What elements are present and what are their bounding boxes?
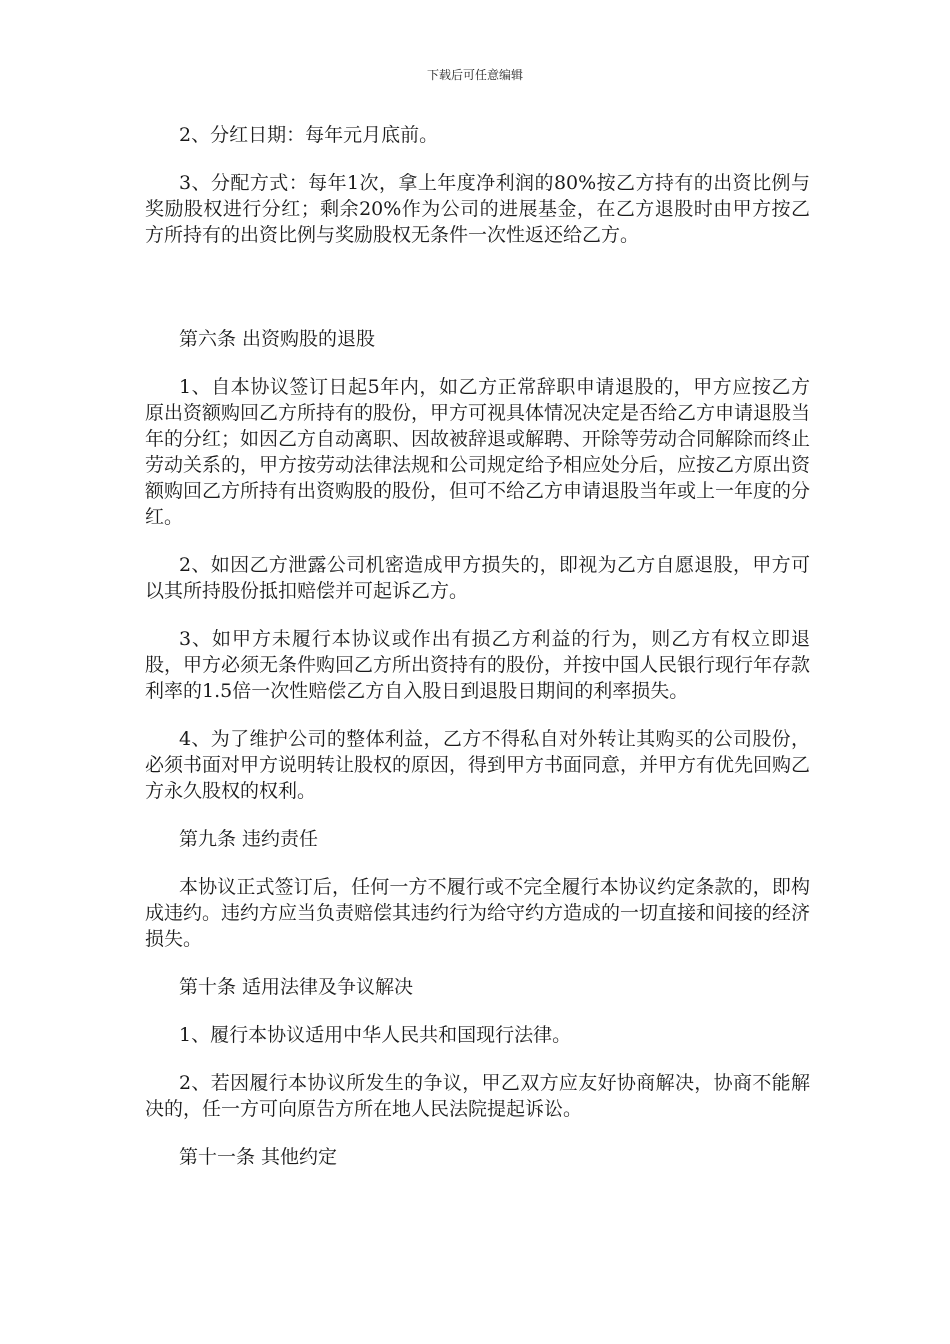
paragraph-article-6-clause-3: 3、如甲方未履行本协议或作出有损乙方利益的行为，则乙方有权立即退股，甲方必须无条件购回乙方所出资持有的股份，并按中国人民银行现行年存款利率的1.5倍一次性赔偿乙方自入股日到退股日期间的利率损失。 — [145, 628, 811, 702]
paragraph-distribution-method: 3、分配方式：每年1次，拿上年度净利润的80%按乙方持有的出资比例与奖励股权进行分红；剩余20%作为公司的进展基金，在乙方退股时由甲方按乙方所持有的出资比例与奖励股权无条件一次性返还给乙方。 — [145, 172, 810, 246]
heading-article-10: 第十条 适用法律及争议解决 — [179, 976, 414, 998]
paragraph-dividend-date: 2、分红日期：每年元月底前。 — [179, 124, 439, 146]
paragraph-article-6-clause-2: 2、如因乙方泄露公司机密造成甲方损失的，即视为乙方自愿退股，甲方可以其所持股份抵扣赔偿并可起诉乙方。 — [145, 554, 810, 602]
paragraph-article-10-clause-1: 1、履行本协议适用中华人民共和国现行法律。 — [179, 1024, 572, 1046]
paragraph-article-9: 本协议正式签订后，任何一方不履行或不完全履行本协议约定条款的，即构成违约。违约方应当负责赔偿其违约行为给守约方造成的一切直接和间接的经济损失。 — [145, 876, 811, 950]
heading-article-9: 第九条 违约责任 — [179, 828, 319, 850]
paragraph-article-6-clause-1: 1、自本协议签订日起5年内，如乙方正常辞职申请退股的，甲方应按乙方原出资额购回乙方所持有的股份，甲方可视具体情况决定是否给乙方申请退股当年的分红；如因乙方自动离职、因故被辞退或解聘、开除等劳动合同解除而终止劳动关系的，甲方按劳动法律法规和公司规定给予相应处分后，应按乙方原出资额购回乙方所持有出资购股的股份，但可不给乙方申请退股当年或上一年度的分红。 — [145, 376, 811, 528]
document-body — [145, 122, 810, 1192]
paragraph-article-6-clause-4: 4、为了维护公司的整体利益，乙方不得私自对外转让其购买的公司股份，必须书面对甲方说明转让股权的原因，得到甲方书面同意，并甲方有优先回购乙方永久股权的权利。 — [145, 728, 811, 802]
heading-article-6: 第六条 出资购股的退股 — [179, 328, 376, 350]
paragraph-article-10-clause-2: 2、若因履行本协议所发生的争议，甲乙双方应友好协商解决，协商不能解决的，任一方可向原告方所在地人民法院提起诉讼。 — [145, 1072, 810, 1120]
page-header: 下载后可任意编辑 — [426, 68, 523, 82]
heading-article-11: 第十一条 其他约定 — [179, 1146, 338, 1168]
